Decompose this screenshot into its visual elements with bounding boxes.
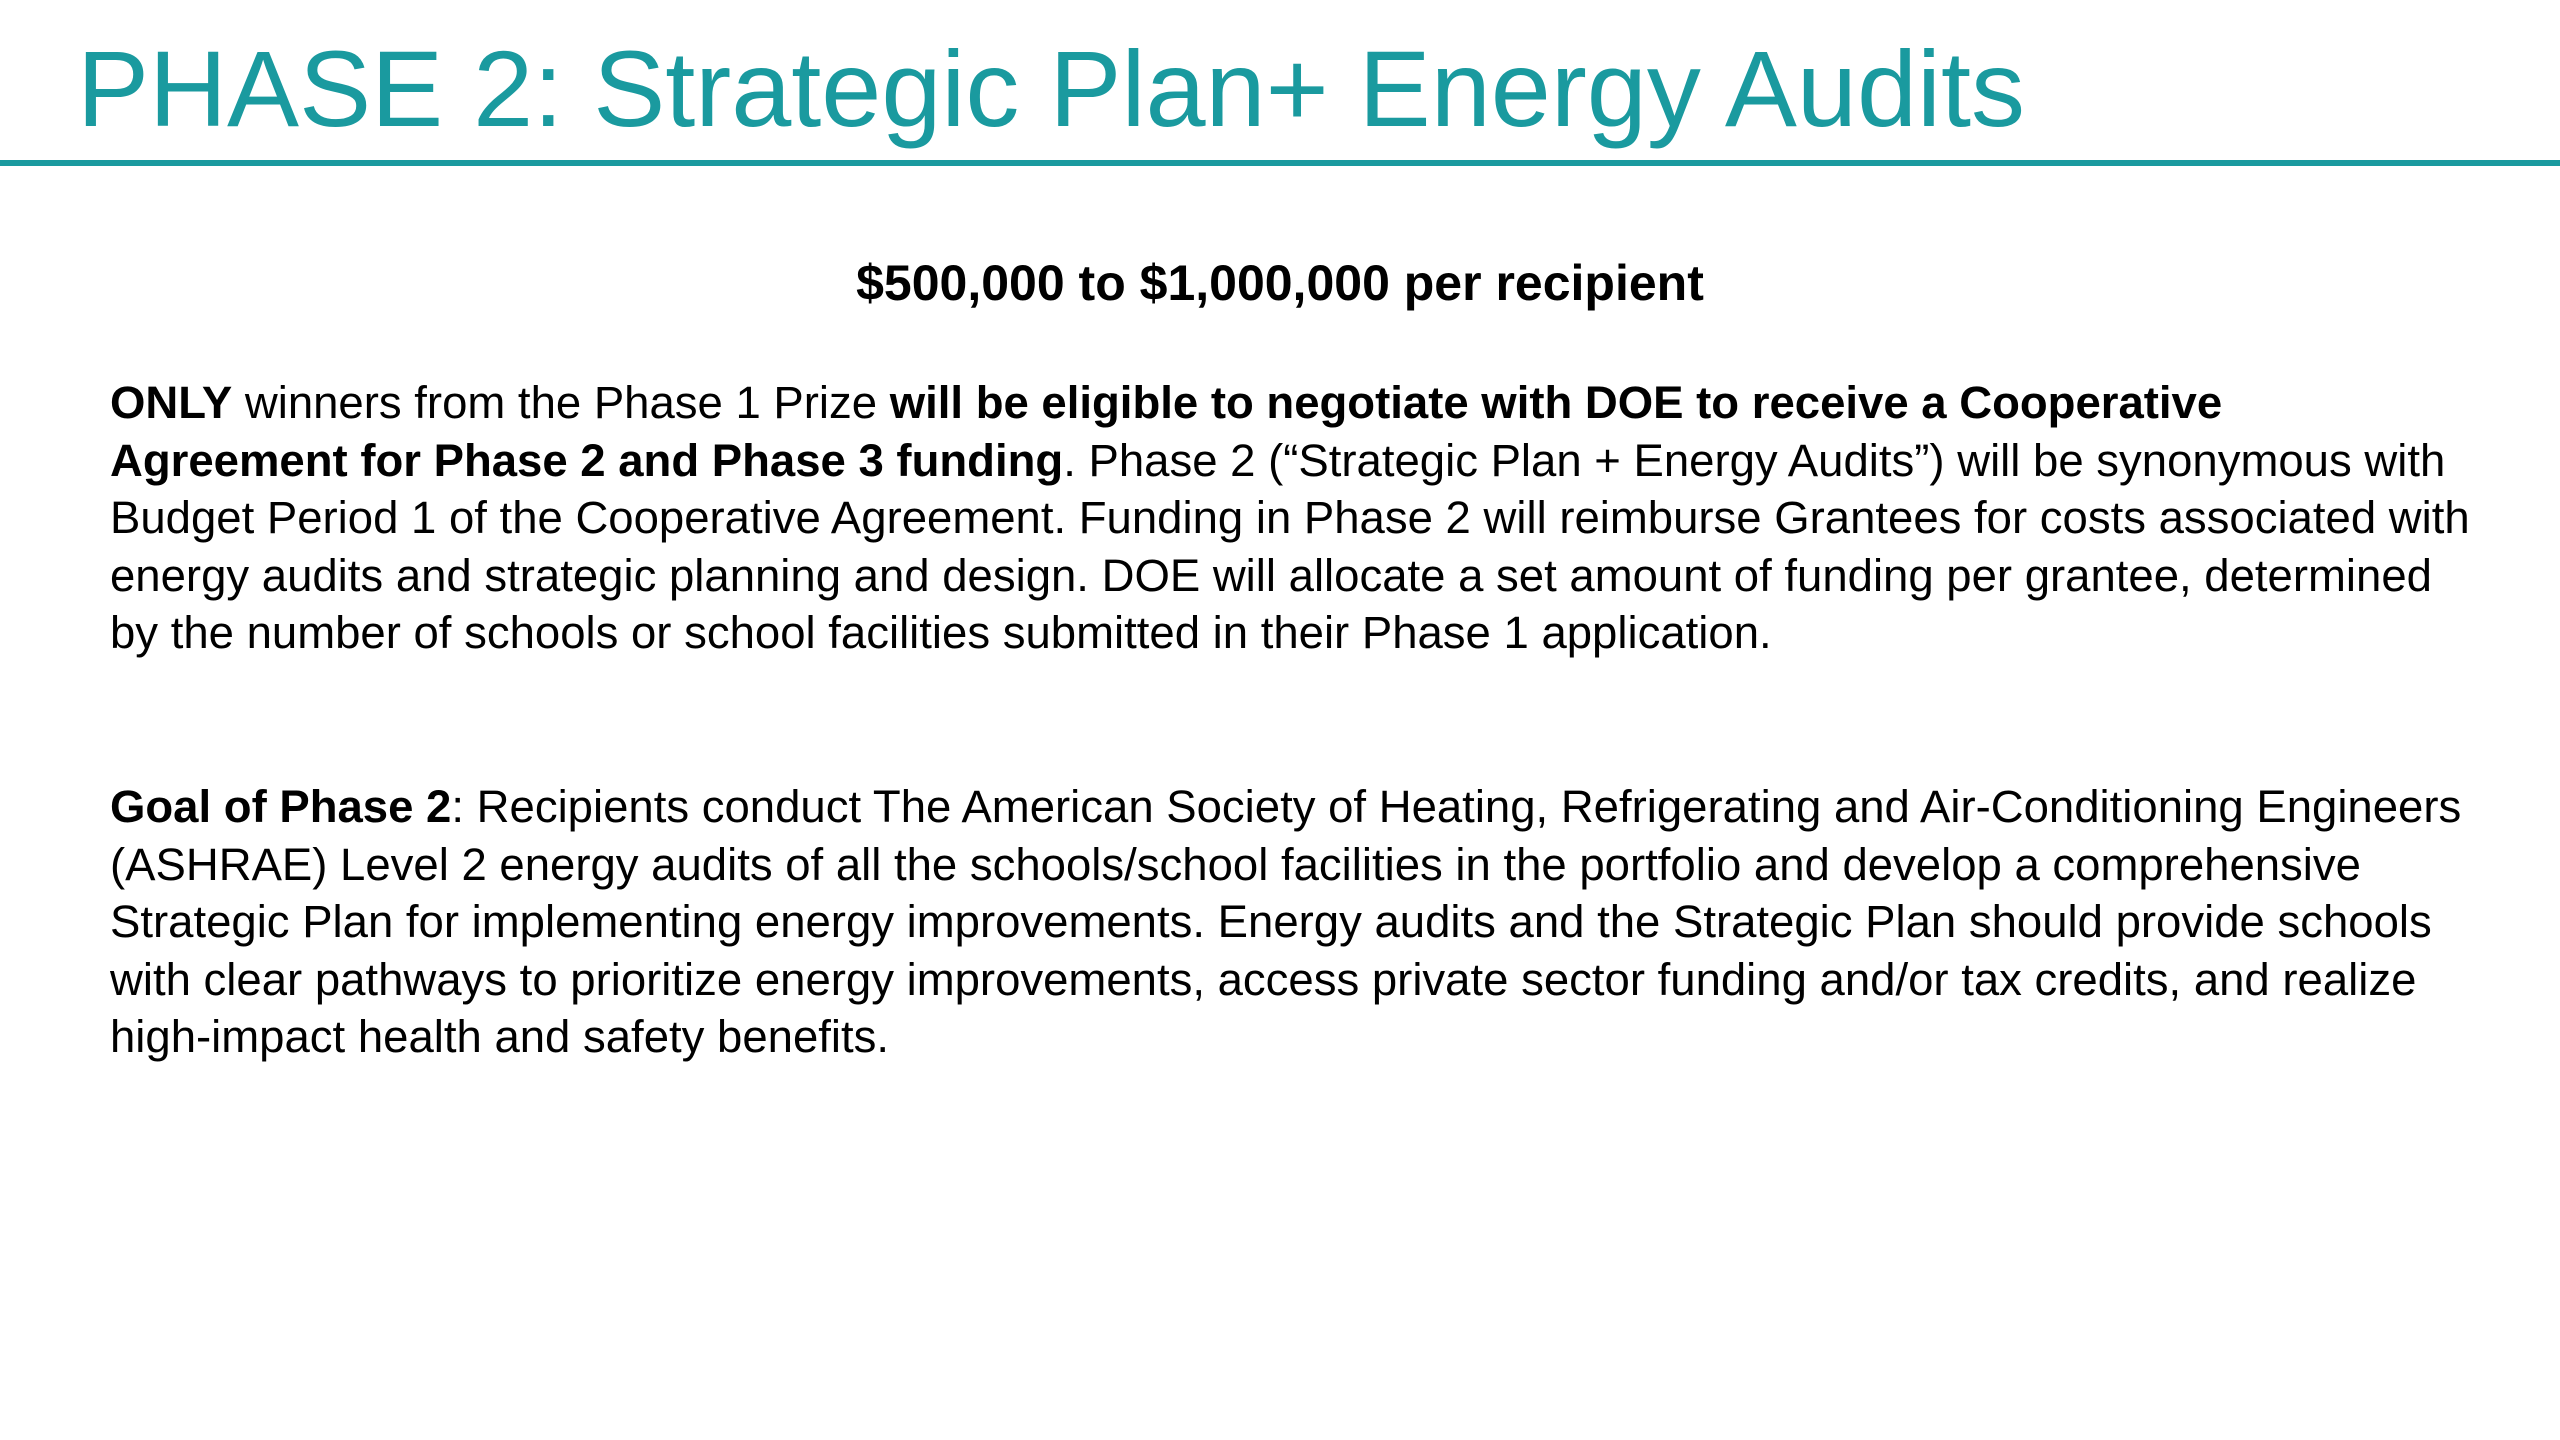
goal-label: Goal of Phase 2 bbox=[110, 781, 452, 832]
eligibility-paragraph bbox=[110, 374, 2470, 662]
eligibility-text-2: . Phase 2 (“Strategic Plan + Energy Audits”) will be synonymous with Budget Period 1 of the Cooperative Agreement. Funding in Phase 2 will reimburse Grantees for costs associated with energy audits and strategic planning and design. DOE will allocate a set amount of funding per grantee, determined by the number of schools or school facilities submitted in their Phase 1 application. bbox=[110, 434, 2470, 658]
slide-title: PHASE 2: Strategic Plan+ Energy Audits bbox=[77, 28, 2026, 149]
title-divider bbox=[0, 160, 2560, 166]
funding-range: $500,000 to $1,000,000 per recipient bbox=[856, 255, 1704, 311]
goal-paragraph bbox=[110, 778, 2470, 1066]
eligibility-text-1: winners from the Phase 1 Prize bbox=[232, 377, 890, 428]
eligibility-emphasis: will be eligible to negotiate with DOE to receive a Cooperative Agreement for Phase 2 and Phase 3 funding bbox=[110, 377, 2223, 486]
goal-text: : Recipients conduct The American Society of Heating, Refrigerating and Air-Conditioning Engineers (ASHRAE) Level 2 energy audits of all the schools/school facilities in the portfolio and develop a comprehensive Strategic Plan for implementing energy improvements. Energy audits and the Strategic Plan should provide schools with clear pathways to prioritize energy improvements, access private sector funding and/or tax credits, and realize high-impact health and safety benefits. bbox=[110, 781, 2462, 1062]
only-emphasis: ONLY bbox=[110, 377, 233, 428]
